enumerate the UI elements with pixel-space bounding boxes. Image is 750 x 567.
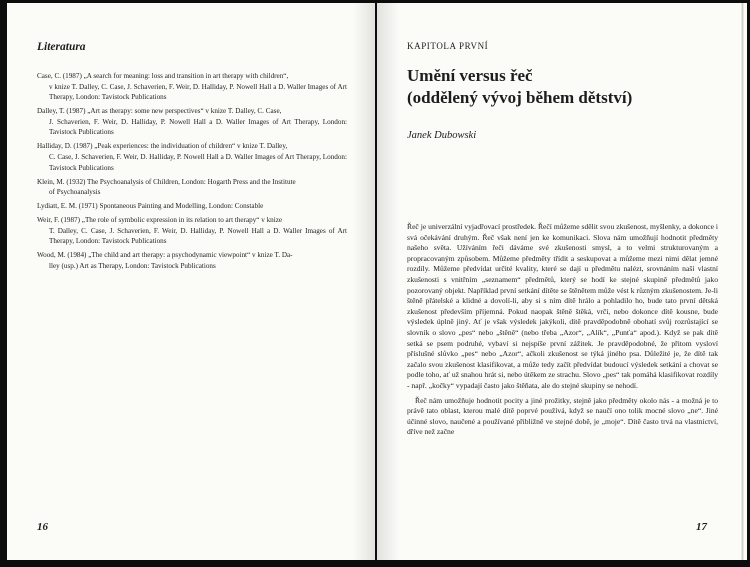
right-page	[377, 3, 747, 560]
reference-first-line: Halliday, D. (1987) „Peak experiences: the individuation of children“ v knize T. Dalley,	[37, 142, 288, 151]
reference-continuation: lley (usp.) Art as Therapy, London: Tavistock Publications	[49, 261, 216, 270]
reference-first-line: Lydiatt, E. M. (1971) Spontaneous Painting and Modelling, London: Constable	[37, 202, 264, 211]
reference-continuation: C. Case, J. Schaverien, F. Weir, D. Halliday, P. Nowell Hall a D. Waller Images of Art Therapy, London: Tavistock Publications	[49, 152, 347, 172]
reference-entry	[37, 106, 347, 138]
reference-first-line: Weir, F. (1987) „The role of symbolic expression in its relation to art therapy“ v knize	[37, 216, 283, 225]
chapter-title-line: Umění versus řeč	[407, 66, 533, 85]
gutter-shadow	[353, 3, 375, 560]
page-number-right: 17	[696, 521, 707, 533]
left-page	[7, 3, 375, 560]
reference-list	[37, 71, 347, 275]
reference-first-line: Dalley, T. (1987) „Art as therapy: some new perspectives“ v knize T. Dalley, C. Case,	[37, 107, 282, 116]
body-paragraph: Řeč nám umožňuje hodnotit pocity a jiné prožitky, stejně jako předměty okolo nás - a možná je to právě tato oblast, kterou malé dítě poprvé používá, když se naučí ono tolik mocné slovo „ne“. Jiné účinné slovo, naučené a používané přibližně ve stejné době, je „moje“. Dítě často trvá na vlastnictví, dříve než začne	[407, 395, 718, 437]
reference-entry	[37, 177, 347, 198]
reference-continuation: T. Dalley, C. Case, J. Schaverien, F. Weir, D. Halliday, P. Nowell Hall a D. Waller Images of Art Therapy, London: Tavistock Publications	[49, 226, 347, 246]
chapter-title	[407, 65, 727, 109]
reference-first-line: Klein, M. (1932) The Psychoanalysis of Children, London: Hogarth Press and the Institute	[37, 177, 296, 186]
reference-entry	[37, 141, 347, 173]
reference-first-line: Wood, M. (1984) „The child and art therapy: a psychodynamic viewpoint“ v knize T. Da-	[37, 251, 293, 260]
reference-entry	[37, 201, 347, 212]
reference-entry	[37, 71, 347, 103]
body-paragraph: Řeč je univerzální vyjadřovací prostředek. Řečí můžeme sdělit svou zkušenost, myšlenky, a dokonce i svá očekávání druhým. Řeč však není jen ke komunikaci. Slova nám umožňují hodnotit předměty našeho světa. Užíváním řeči dáváme své zkušenosti smysl, a to velmi strukturovaným a propracovaným způsobem. Můžeme předměty třídit a seskupovat a můžeme mezi nimi dělat jemné rozdíly. Můžeme předvídat určité kvality, které se dají u předmětu nalézt, srovnáním naší vlastní zkušenosti s vnitřním „seznamem“ předmětů, který se hodí ke stejné skupině předmětů jako pozorovaný objekt. Například první setkání dítěte se štěnětem může vést k různým zkušenostem. Je-li štěně přátelské a klidné a dovolí-li, aby si s ním dítě hrálo a pohladilo ho, bude tato první dětská zkušenost především příjemná. Pokud naopak štěně štěká, vrčí, nebo dokonce dítě kousne, bude výsledek úplně jiný. Ať je však výsledek jakýkoli, dítě pravděpodobně obohatí svůj rozrůstající se slovník o slovo „pes“ nebo „štěně“ (nebo třeba „Azor“, „Alík“, „Punťa“ apod.). Když se pak dítě setká se psem podruhé, vybaví si nejspíše první zážitek. Je pravděpodobné, že přitom vysloví příslušné slůvko „pes“ nebo „Azor“, ačkoli zkušenost se týká jiného psa. Důležité je, že dítě tak začalo svou zkušenost klasifikovat, a může tedy začít předvídat budoucí výsledek setkání a chovat se podle toho, ať už snahou hrát si, nebo útěkem ze strachu. Slovo „pes“ tak pomáhá klasifikovat rozdíly - např. „kočky“ vypadají často jako štěňata, ale do stejné skupiny se nehodí.	[407, 222, 718, 390]
page-edge	[741, 3, 744, 560]
chapter-body	[407, 222, 718, 442]
reference-first-line: Case, C. (1987) „A search for meaning: loss and transition in art therapy with children“,	[37, 72, 289, 80]
gutter-shadow	[377, 3, 399, 560]
author-name: Janek Dubowski	[407, 130, 477, 141]
reference-continuation: v knize T. Dalley, C. Case, J. Schaverien, F. Weir, D. Halliday, P. Nowell Hall a D. Waller Images of Art Therapy, London: Tavistock Publications	[49, 82, 347, 102]
page-number-left: 16	[37, 521, 48, 533]
reference-entry	[37, 250, 347, 271]
reference-continuation: J. Schaverien, F. Weir, D. Halliday, P. Nowell Hall a D. Waller Images of Art Therapy, London: Tavistock Publications	[49, 117, 347, 137]
section-title: Literatura	[37, 41, 86, 53]
reference-entry	[37, 215, 347, 247]
chapter-subtitle-line: (oddělený vývoj během dětství)	[407, 88, 633, 107]
chapter-label: KAPITOLA PRVNÍ	[407, 41, 489, 51]
reference-continuation: of Psychoanalysis	[49, 188, 101, 197]
